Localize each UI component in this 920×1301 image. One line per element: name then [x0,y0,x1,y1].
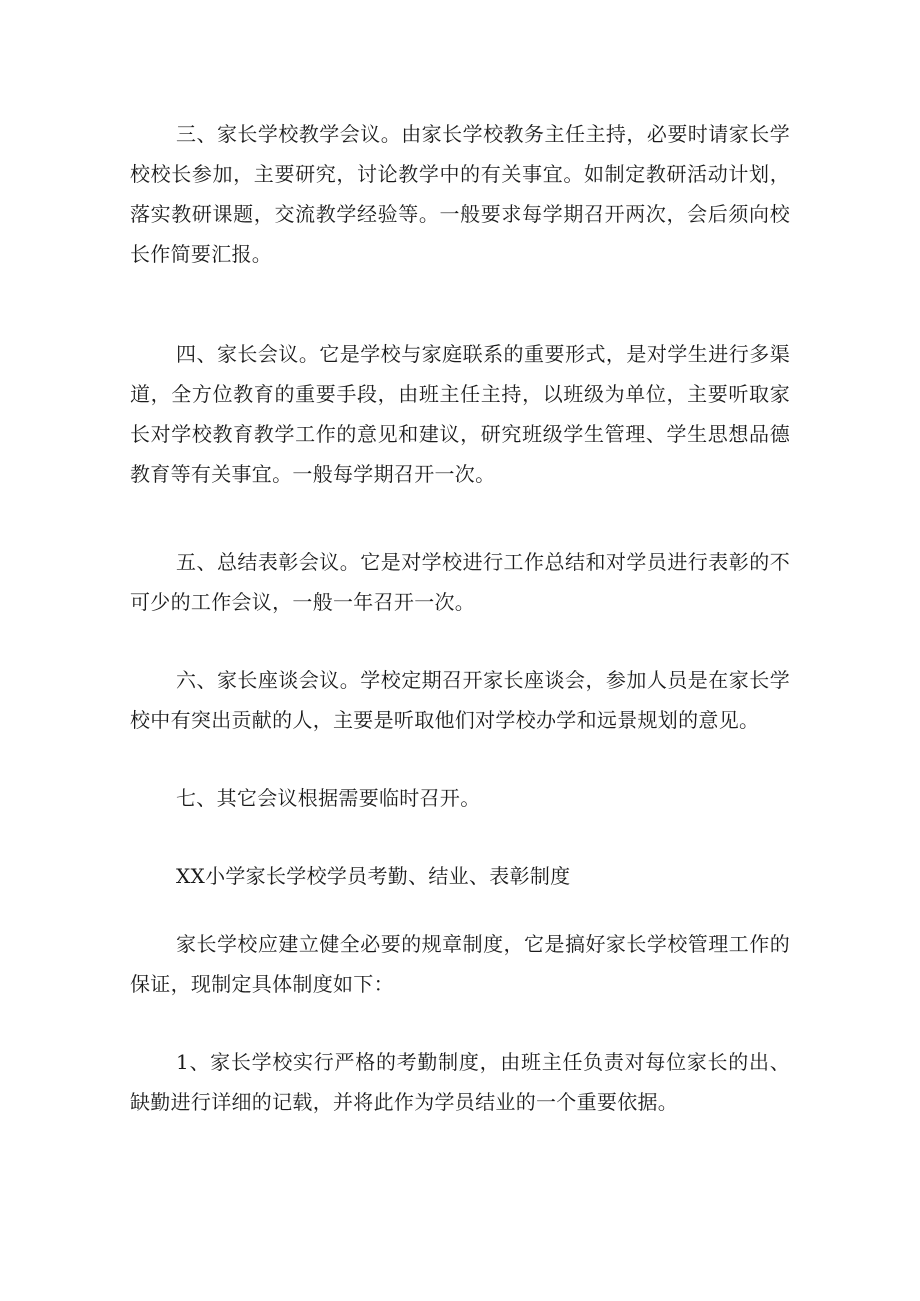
paragraph-parent-meeting: 四、家长会议。它是学校与家庭联系的重要形式，是对学生进行多渠道，全方位教育的重要手段，由班主任主持，以班级为单位，主要听取家长对学校教育教学工作的意见和建议，研究班级学生管理、学生思想品德教育等有关事宜。一般每学期召开一次。 [130,342,790,486]
paragraph-teaching-meeting: 三、家长学校教学会议。由家长学校教务主任主持，必要时请家长学校校长参加，主要研究，讨论教学中的有关事宜。如制定教研活动计划，落实教研课题，交流教学经验等。一般要求每学期召开两次，会后须向校长作简要汇报。 [130,122,790,266]
paragraph-other-meetings: 七、其它会议根据需要临时召开。 [176,786,481,810]
paragraph-rule-1: 1、家长学校实行严格的考勤制度，由班主任负责对每位家长的出、缺勤进行详细的记载，并将此作为学员结业的一个重要依据。 [130,1050,790,1114]
section-title: XX小学家长学校学员考勤、结业、表彰制度 [176,864,571,888]
paragraph-forum-meeting: 六、家长座谈会议。学校定期召开家长座谈会，参加人员是在家长学校中有突出贡献的人，主要是听取他们对学校办学和远景规划的意见。 [130,668,790,732]
paragraph-intro: 家长学校应建立健全必要的规章制度，它是搞好家长学校管理工作的保证，现制定具体制度如下： [130,932,790,996]
paragraph-commendation-meeting: 五、总结表彰会议。它是对学校进行工作总结和对学员进行表彰的不可少的工作会议，一般一年召开一次。 [130,550,790,614]
